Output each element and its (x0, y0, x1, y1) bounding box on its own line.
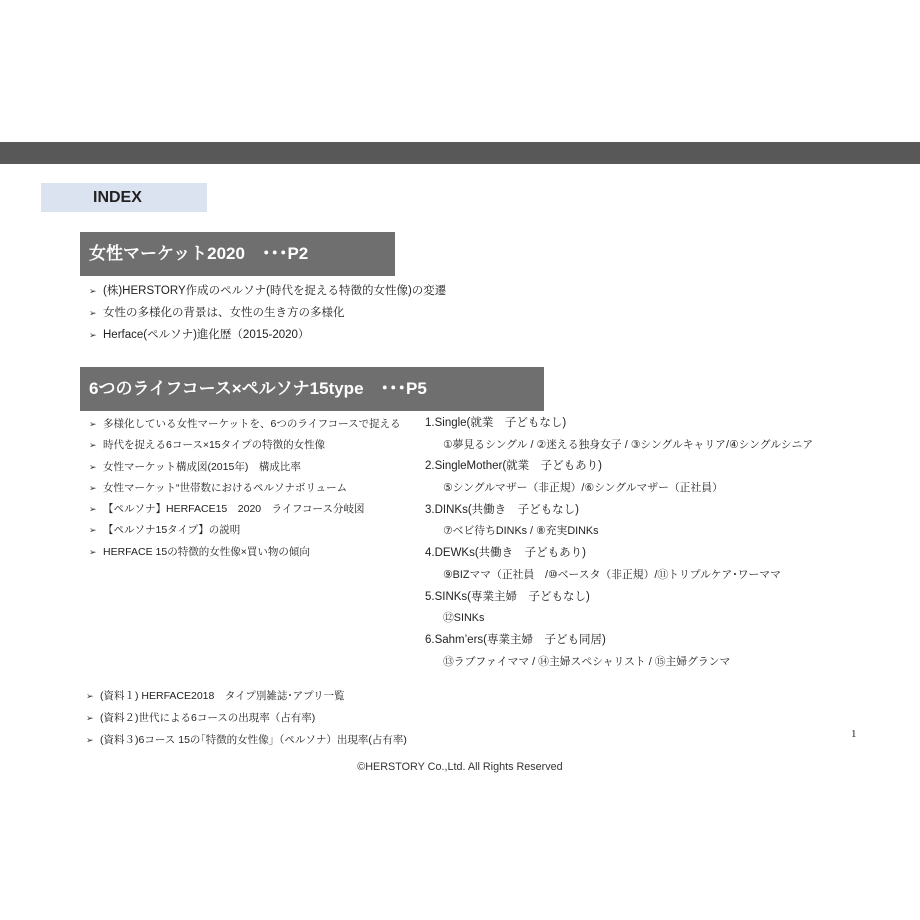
course-types: ⑦ベビ待ちDINKs / ⑧充実DINKs (443, 525, 599, 538)
course-title: 6.Sahm’ers(専業主婦 子ども同居) (425, 633, 606, 646)
list-item: ➢ (資料１) HERFACE2018 タイプ別雑誌･アプリ一覧 (86, 685, 407, 707)
course-types: ⑤シングルマザー（非正規）/⑥シングルマザー（正社員） (443, 482, 723, 495)
arrow-bullet-icon: ➢ (89, 419, 97, 429)
section-2-header: 6つのライフコース×ペルソナ15type ･･･P5 (80, 367, 544, 411)
course-types: ⑫SINKs (443, 612, 485, 625)
page-number: 1 (851, 728, 857, 740)
list-item: ➢ 時代を捉える6コース×15タイプの特徴的女性像 (89, 435, 401, 456)
appendix-list (86, 685, 407, 751)
index-label (41, 183, 207, 212)
list-item: ➢ Herface(ペルソナ)進化歴（2015-2020） (89, 324, 446, 346)
arrow-bullet-icon: ➢ (89, 546, 97, 557)
life-course-list (425, 413, 813, 673)
list-item: ➢ 女性マーケット構成図(2015年) 構成比率 (89, 457, 401, 478)
section-1-header: 女性マーケット2020 ･･･P2 (80, 232, 395, 276)
section-1-list (89, 280, 446, 346)
arrow-bullet-icon: ➢ (89, 504, 97, 515)
index-label-text: INDEX (93, 189, 142, 206)
arrow-bullet-icon: ➢ (89, 286, 97, 296)
arrow-bullet-icon: ➢ (89, 308, 97, 318)
course-title: 2.SingleMother(就業 子どもあり) (425, 460, 603, 473)
arrow-bullet-icon: ➢ (89, 525, 97, 536)
list-item: ➢ 【ペルソナ15タイプ】の説明 (89, 520, 401, 541)
list-item: ➢ 多様化している女性マーケットを、6つのライフコースで捉える (89, 414, 401, 435)
list-item: ➢ (資料３)6コース 15の｢特徴的女性像｣（ペルソナ）出現率(占有率) (86, 729, 407, 751)
course-title: 4.DEWKs(共働き 子どもあり) (425, 547, 586, 560)
list-item: ➢ HERFACE 15の特徴的女性像×買い物の傾向 (89, 542, 401, 563)
arrow-bullet-icon: ➢ (86, 691, 94, 701)
course-title: 3.DINKs(共働き 子どもなし) (425, 503, 579, 516)
section-2-list (89, 414, 401, 563)
course-types: ①夢見るシングル / ②迷える独身女子 / ③シングルキャリア/④シングルシニア (443, 438, 814, 451)
arrow-bullet-icon: ➢ (89, 461, 97, 472)
course-types: ⑬ラブファイママ / ⑭主婦スペシャリスト / ⑮主婦グランマ (443, 655, 731, 668)
copyright-footer: ©HERSTORY Co.,Ltd. All Rights Reserved (357, 761, 563, 773)
list-item: ➢ 女性マーケット“世帯数におけるペルソナボリューム (89, 478, 401, 499)
list-item: ➢ 女性の多様化の背景は、女性の生き方の多様化 (89, 302, 446, 324)
arrow-bullet-icon: ➢ (86, 713, 94, 723)
course-title: 5.SINKs(専業主婦 子どもなし) (425, 590, 590, 603)
list-item: ➢ (資料２)世代による6コースの出現率（占有率) (86, 707, 407, 729)
list-item: ➢ 【ペルソナ】HERFACE15 2020 ライフコース分岐図 (89, 499, 401, 520)
arrow-bullet-icon: ➢ (89, 330, 97, 340)
arrow-bullet-icon: ➢ (86, 735, 94, 745)
arrow-bullet-icon: ➢ (89, 482, 97, 493)
arrow-bullet-icon: ➢ (89, 440, 97, 451)
course-title: 1.Single(就業 子どもなし) (425, 417, 567, 429)
list-item: ➢ (株)HERSTORY作成のペルソナ(時代を捉える特徴的女性像)の変遷 (89, 280, 446, 302)
course-types: ⑨BIZママ（正社員 /⑩ベースタ（非正規）/⑪トリプルケア･ワーママ (443, 568, 781, 581)
top-header-bar (0, 142, 920, 164)
